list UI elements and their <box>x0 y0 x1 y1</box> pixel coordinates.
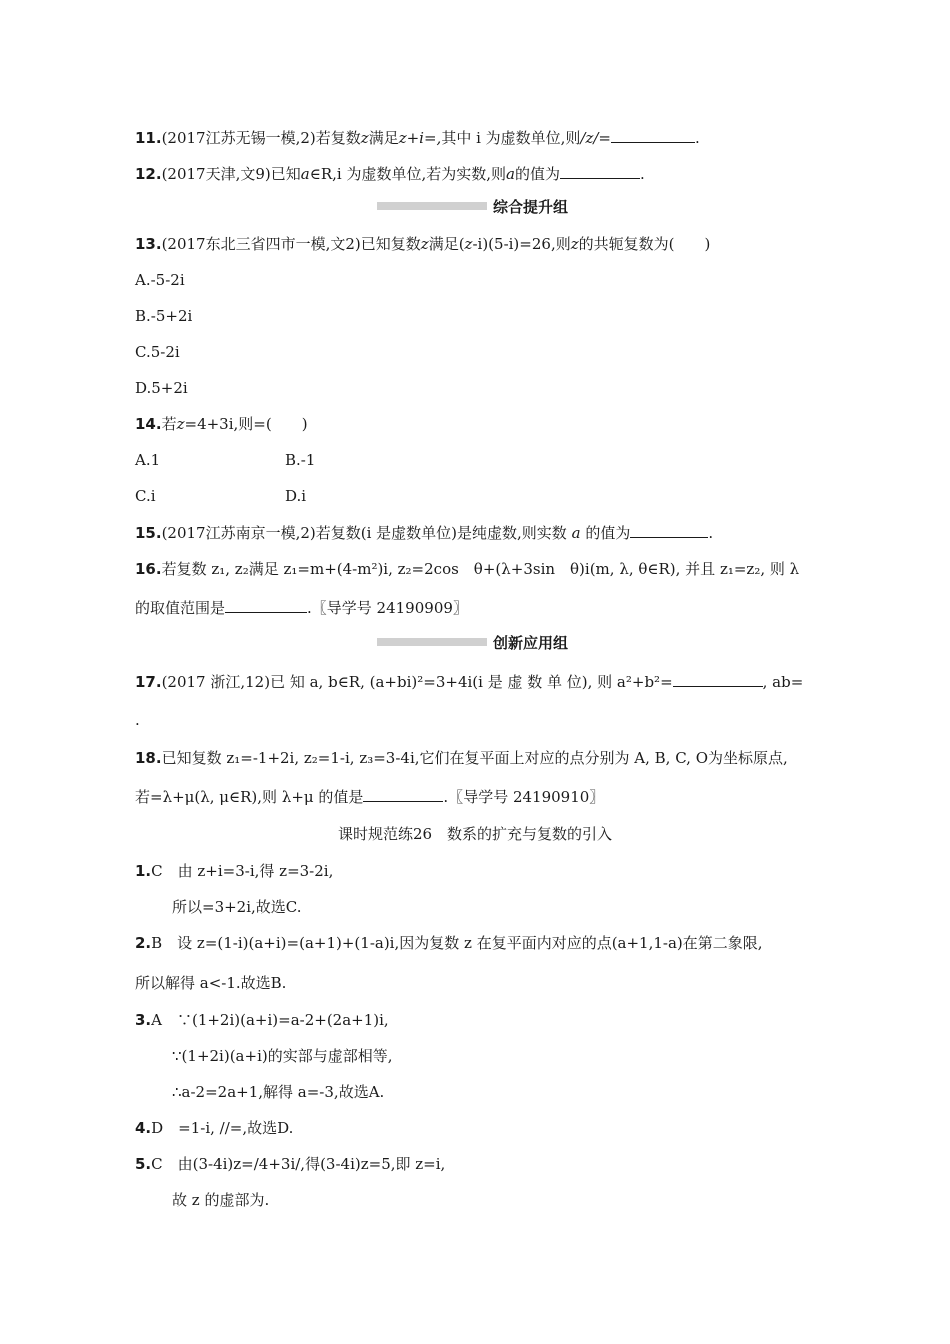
math-var: z <box>420 235 429 253</box>
reference-number: .〖导学号 24190910〗 <box>443 788 605 806</box>
math-var: z <box>570 235 579 253</box>
question-text: 的值为 <box>585 524 631 542</box>
question-16 <box>135 559 799 579</box>
question-text: 满足 <box>368 129 399 147</box>
question-text: (2017江苏无锡一模,2)若复数 <box>161 129 361 147</box>
answer-number: 4. <box>135 1119 152 1137</box>
question-text: 已知复数 z₁=-1+2i, z₂=1-i, z₃=3-4i,它们在复平面上对应的点分别为 A, B, C, O为坐标原点, <box>161 749 788 767</box>
answer-number: 5. <box>135 1155 152 1173</box>
answer-number: 3. <box>135 1011 152 1029</box>
option-row <box>135 450 316 470</box>
question-text: 的值为 <box>514 165 560 183</box>
section-bar <box>377 202 487 210</box>
option-d[interactable]: D.5+2i <box>135 379 188 397</box>
answer-text: C 由(3-4i)z=/4+3i/,得(3-4i)z=5,即 z=i, <box>151 1155 446 1173</box>
answer-text: C 由 z+i=3-i,得 z=3-2i, <box>151 862 334 880</box>
question-17-cont: . <box>135 711 140 729</box>
answer-blank[interactable] <box>363 787 443 802</box>
question-text: (2017天津,文9)已知 <box>161 165 301 183</box>
question-text: 满足( <box>428 235 465 253</box>
option-d[interactable]: D.i <box>285 487 307 505</box>
question-18 <box>135 748 788 768</box>
question-number: 11. <box>135 129 162 147</box>
option-c[interactable]: C.i <box>135 487 156 505</box>
punct: . <box>639 165 645 183</box>
question-text: 的取值范围是 <box>135 599 226 617</box>
section-bar <box>377 638 487 646</box>
question-11 <box>135 128 700 148</box>
question-number: 18. <box>135 749 162 767</box>
answer-2-cont: 所以解得 a<-1.故选B. <box>135 974 287 992</box>
question-14 <box>135 414 308 434</box>
answer-4 <box>135 1118 293 1138</box>
question-text: (2017 浙江,12)已 知 a, b∈R, (a+bi)²=3+4i(i 是 虚 数 单 位), 则 a²+b²= <box>161 673 673 691</box>
question-text: 其中 i 为虚数单位,则 <box>441 129 581 147</box>
math-var: z <box>360 129 369 147</box>
answer-5 <box>135 1154 445 1174</box>
math-expr: /z/= <box>580 129 612 147</box>
math-var: z <box>464 235 473 253</box>
section-title: 创新应用组 <box>493 633 569 652</box>
question-17 <box>135 672 803 692</box>
answer-5-cont: 故 z 的虚部为. <box>172 1191 270 1209</box>
section-title: 综合提升组 <box>493 197 569 216</box>
math-var: a <box>571 524 581 542</box>
question-text: 若复数 z₁, z₂满足 z₁=m+(4-m²)i, z₂=2cos θ+(λ+3sin θ)i(m, λ, θ∈R), 并且 z₁=z₂, 则 λ <box>161 560 800 578</box>
answer-1 <box>135 861 333 881</box>
question-15 <box>135 523 713 543</box>
answer-number: 1. <box>135 862 152 880</box>
answer-blank[interactable] <box>630 523 708 538</box>
option-a[interactable]: A.-5-2i <box>135 271 185 289</box>
reference-number: .〖导学号 24190909〗 <box>307 599 468 617</box>
answer-blank[interactable] <box>673 672 763 687</box>
question-text: , ab= <box>762 673 804 691</box>
answer-text: D =1-i, //=,故选D. <box>151 1119 294 1137</box>
answer-1-cont: 所以=3+2i,故选C. <box>172 898 302 916</box>
answer-3 <box>135 1010 389 1030</box>
math-var: z <box>176 415 185 433</box>
answer-blank[interactable] <box>560 164 640 179</box>
question-text: 若=λ+μ(λ, μ∈R),则 λ+μ 的值是 <box>135 788 364 806</box>
question-number: 16. <box>135 560 162 578</box>
question-text: (2017江苏南京一模,2)若复数(i 是虚数单位)是纯虚数,则实数 <box>161 524 567 542</box>
math-expr: z+i=, <box>398 129 442 147</box>
question-number: 12. <box>135 165 162 183</box>
math-var: a <box>300 165 310 183</box>
question-text: 的共轭复数为( ) <box>578 235 711 253</box>
question-text: ∈R,i 为虚数单位,若为实数,则 <box>309 165 507 183</box>
punct: . <box>695 129 700 147</box>
question-number: 15. <box>135 524 162 542</box>
question-13 <box>135 234 710 254</box>
answer-3-cont: ∴a-2=2a+1,解得 a=-3,故选A. <box>172 1083 385 1101</box>
question-text: =4+3i,则=( ) <box>184 415 308 433</box>
question-18-cont <box>135 787 604 807</box>
option-c[interactable]: C.5-2i <box>135 343 180 361</box>
question-number: 14. <box>135 415 162 433</box>
answer-text: A ∵(1+2i)(a+i)=a-2+(2a+1)i, <box>151 1011 389 1029</box>
section-header <box>377 196 568 216</box>
question-text: (2017东北三省四市一模,文2)已知复数 <box>161 235 421 253</box>
answer-text: B 设 z=(1-i)(a+i)=(a+1)+(1-a)i,因为复数 z 在复平面内对应的点(a+1,1-a)在第二象限, <box>151 934 763 952</box>
answer-number: 2. <box>135 934 152 952</box>
option-row <box>135 486 307 506</box>
option-b[interactable]: B.-5+2i <box>135 307 193 325</box>
question-number: 17. <box>135 673 162 691</box>
math-var: a <box>506 165 515 183</box>
answer-blank[interactable] <box>225 598 307 613</box>
answer-3-cont: ∵(1+2i)(a+i)的实部与虚部相等, <box>172 1047 393 1065</box>
question-12 <box>135 164 645 184</box>
option-a[interactable]: A.1 <box>135 451 161 469</box>
question-text: 若 <box>161 415 177 433</box>
answer-2 <box>135 933 763 953</box>
question-16-cont <box>135 598 468 618</box>
option-b[interactable]: B.-1 <box>285 451 316 469</box>
answers-title: 课时规范练26 数系的扩充与复数的引入 <box>337 825 613 843</box>
section-header <box>377 632 568 652</box>
question-number: 13. <box>135 235 162 253</box>
question-text: -i)(5-i)=26,则 <box>472 235 571 253</box>
punct: . <box>708 524 714 542</box>
answer-blank[interactable] <box>611 128 695 143</box>
